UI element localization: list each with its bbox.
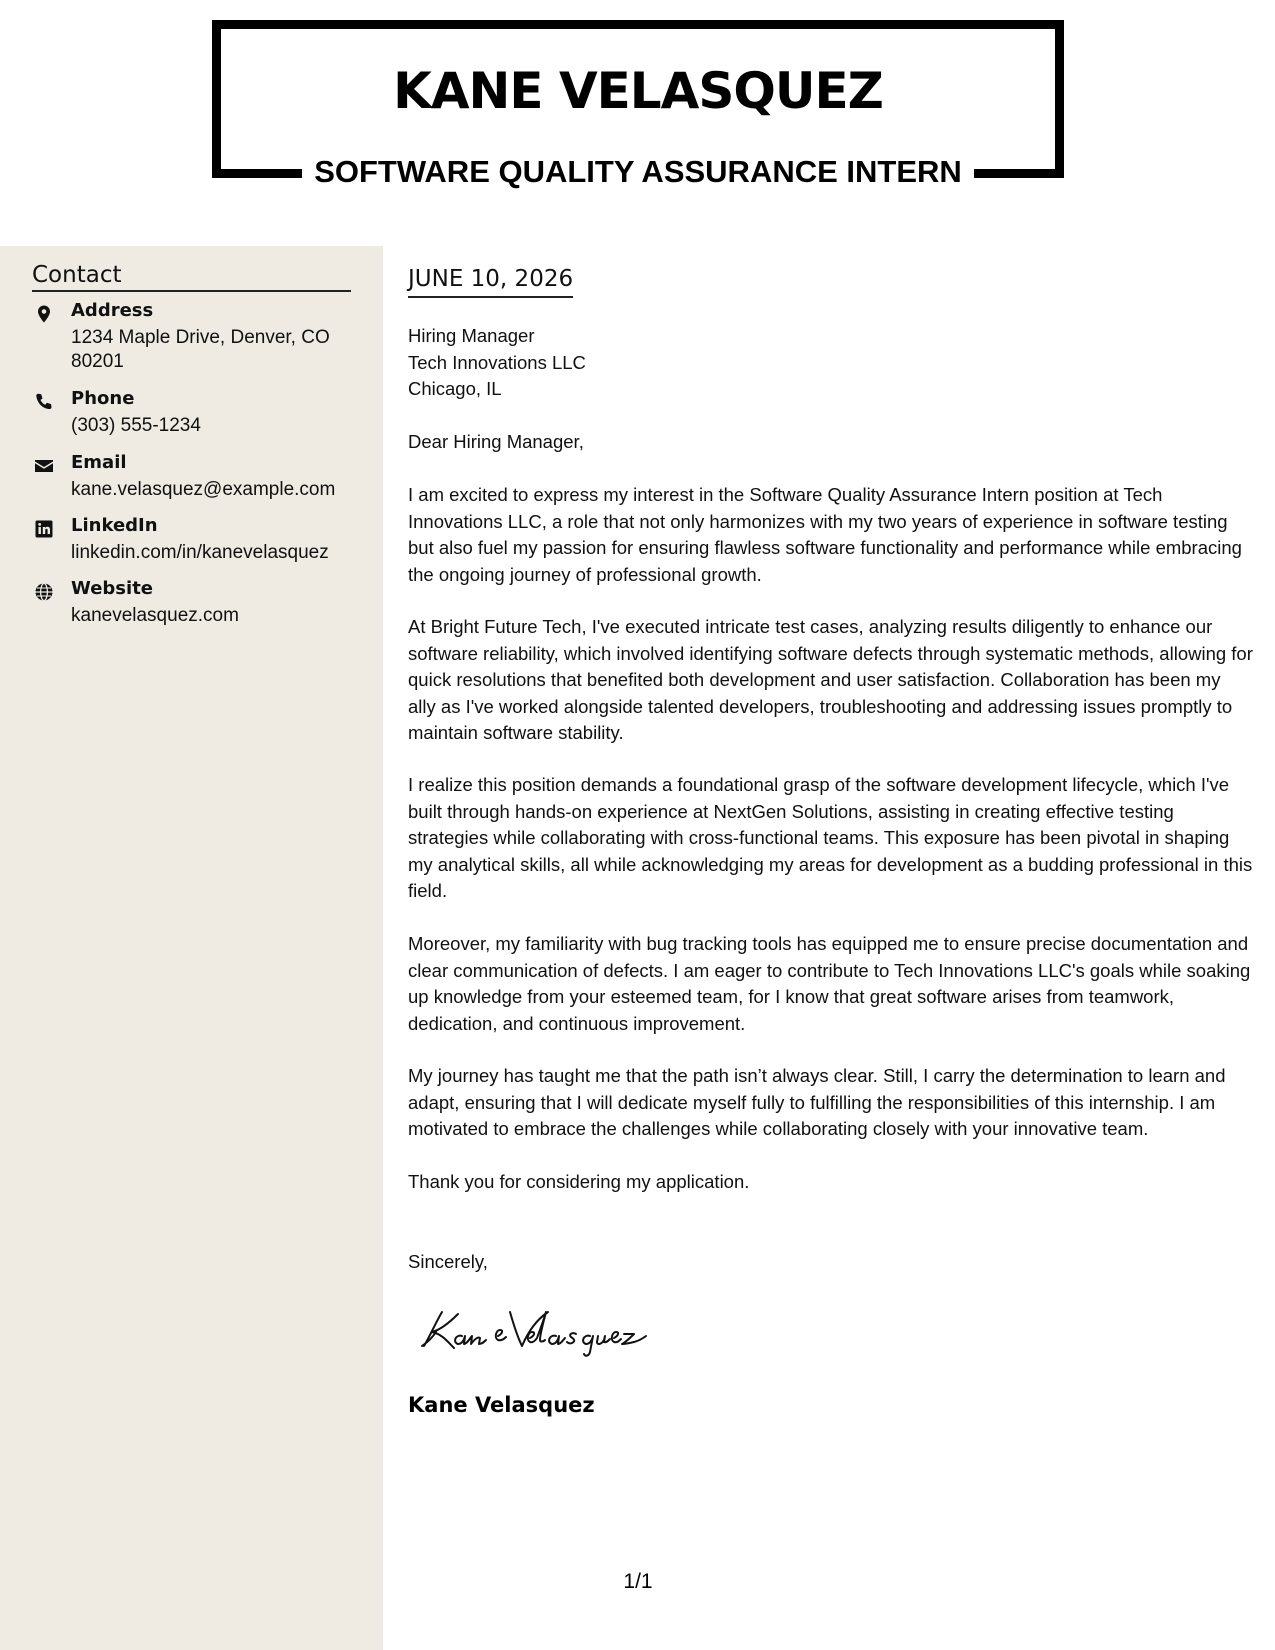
recipient-block xyxy=(408,323,586,403)
letter-paragraph: Thank you for considering my application. xyxy=(408,1171,750,1192)
contact-label: Address xyxy=(71,300,154,321)
contact-label: Website xyxy=(71,578,154,599)
letter-paragraph: My journey has taught me that the path isn’t always clear. Still, I carry the determination to learn and adapt, ensuring that I will dedicate myself fully to fulfilling the responsibilities of this internship. I am motivated to embrace the challenges while collaborating closely with your innovative team. xyxy=(408,1065,1226,1139)
envelope-icon xyxy=(34,456,54,476)
linkedin-icon xyxy=(34,519,54,539)
signer-name: Kane Velasquez xyxy=(408,1393,595,1417)
contact-value: 1234 Maple Drive, Denver, CO 80201 xyxy=(71,327,330,372)
signature-image xyxy=(418,1302,658,1360)
applicant-name: KANE VELASQUEZ xyxy=(393,62,883,120)
contact-value: (303) 555-1234 xyxy=(71,415,201,436)
recipient-line: Chicago, IL xyxy=(408,378,502,399)
recipient-line: Tech Innovations LLC xyxy=(408,351,586,373)
letter-date: JUNE 10, 2026 xyxy=(408,266,573,298)
closing: Sincerely, xyxy=(408,1251,488,1272)
salutation: Dear Hiring Manager, xyxy=(408,431,584,452)
phone-icon xyxy=(34,392,54,412)
contact-sidebar xyxy=(0,246,383,1650)
page-number: 1/1 xyxy=(623,1570,653,1593)
header-frame-bottom-right xyxy=(974,169,1064,178)
contact-value: linkedin.com/in/kanevelasquez xyxy=(71,542,329,563)
recipient-line: Hiring Manager xyxy=(408,325,535,346)
letter-paragraph: Moreover, my familiarity with bug tracking tools has equipped me to ensure precise documentation and clear communication of defects. I am eager to contribute to Tech Innovations LLC's goals while soaking up knowledge from your esteemed team, for I know that great software arises from teamwork, dedication, and continuous improvement. xyxy=(408,933,1251,1034)
job-title: SOFTWARE QUALITY ASSURANCE INTERN xyxy=(314,154,962,189)
contact-label: LinkedIn xyxy=(71,515,158,536)
letter-paragraph: At Bright Future Tech, I've executed intricate test cases, analyzing results diligently to enhance our software reliability, which involved identifying software defects through systematic methods, allowing for quick resolutions that benefited both development and user satisfaction. Collaboration has been my ally as I've worked alongside talented developers, troubleshooting and addressing issues promptly to maintain software stability. xyxy=(408,616,1253,743)
contact-label: Email xyxy=(71,452,127,473)
header-frame-bottom-left xyxy=(212,169,302,178)
contact-value: kane.velasquez@example.com xyxy=(71,479,336,500)
contact-value: kanevelasquez.com xyxy=(71,605,239,626)
map-pin-icon xyxy=(34,304,54,324)
letter-paragraph: I realize this position demands a foundational grasp of the software development lifecycle, which I've built through hands-on experience at NextGen Solutions, assisting in creating effective testing strategies while collaborating with cross-functional teams. This exposure has been pivotal in shaping my analytical skills, all while acknowledging my areas for development as a budding professional in this field. xyxy=(408,774,1253,901)
globe-icon xyxy=(34,582,54,602)
contact-label: Phone xyxy=(71,388,135,409)
letter-paragraph: I am excited to express my interest in the Software Quality Assurance Intern position at Tech Innovations LLC, a role that not only harmonizes with my two years of experience in software testing but also fuel my passion for ensuring flawless software functionality and performance while embracing the ongoing journey of professional growth. xyxy=(408,484,1242,585)
contact-heading: Contact xyxy=(32,262,351,292)
